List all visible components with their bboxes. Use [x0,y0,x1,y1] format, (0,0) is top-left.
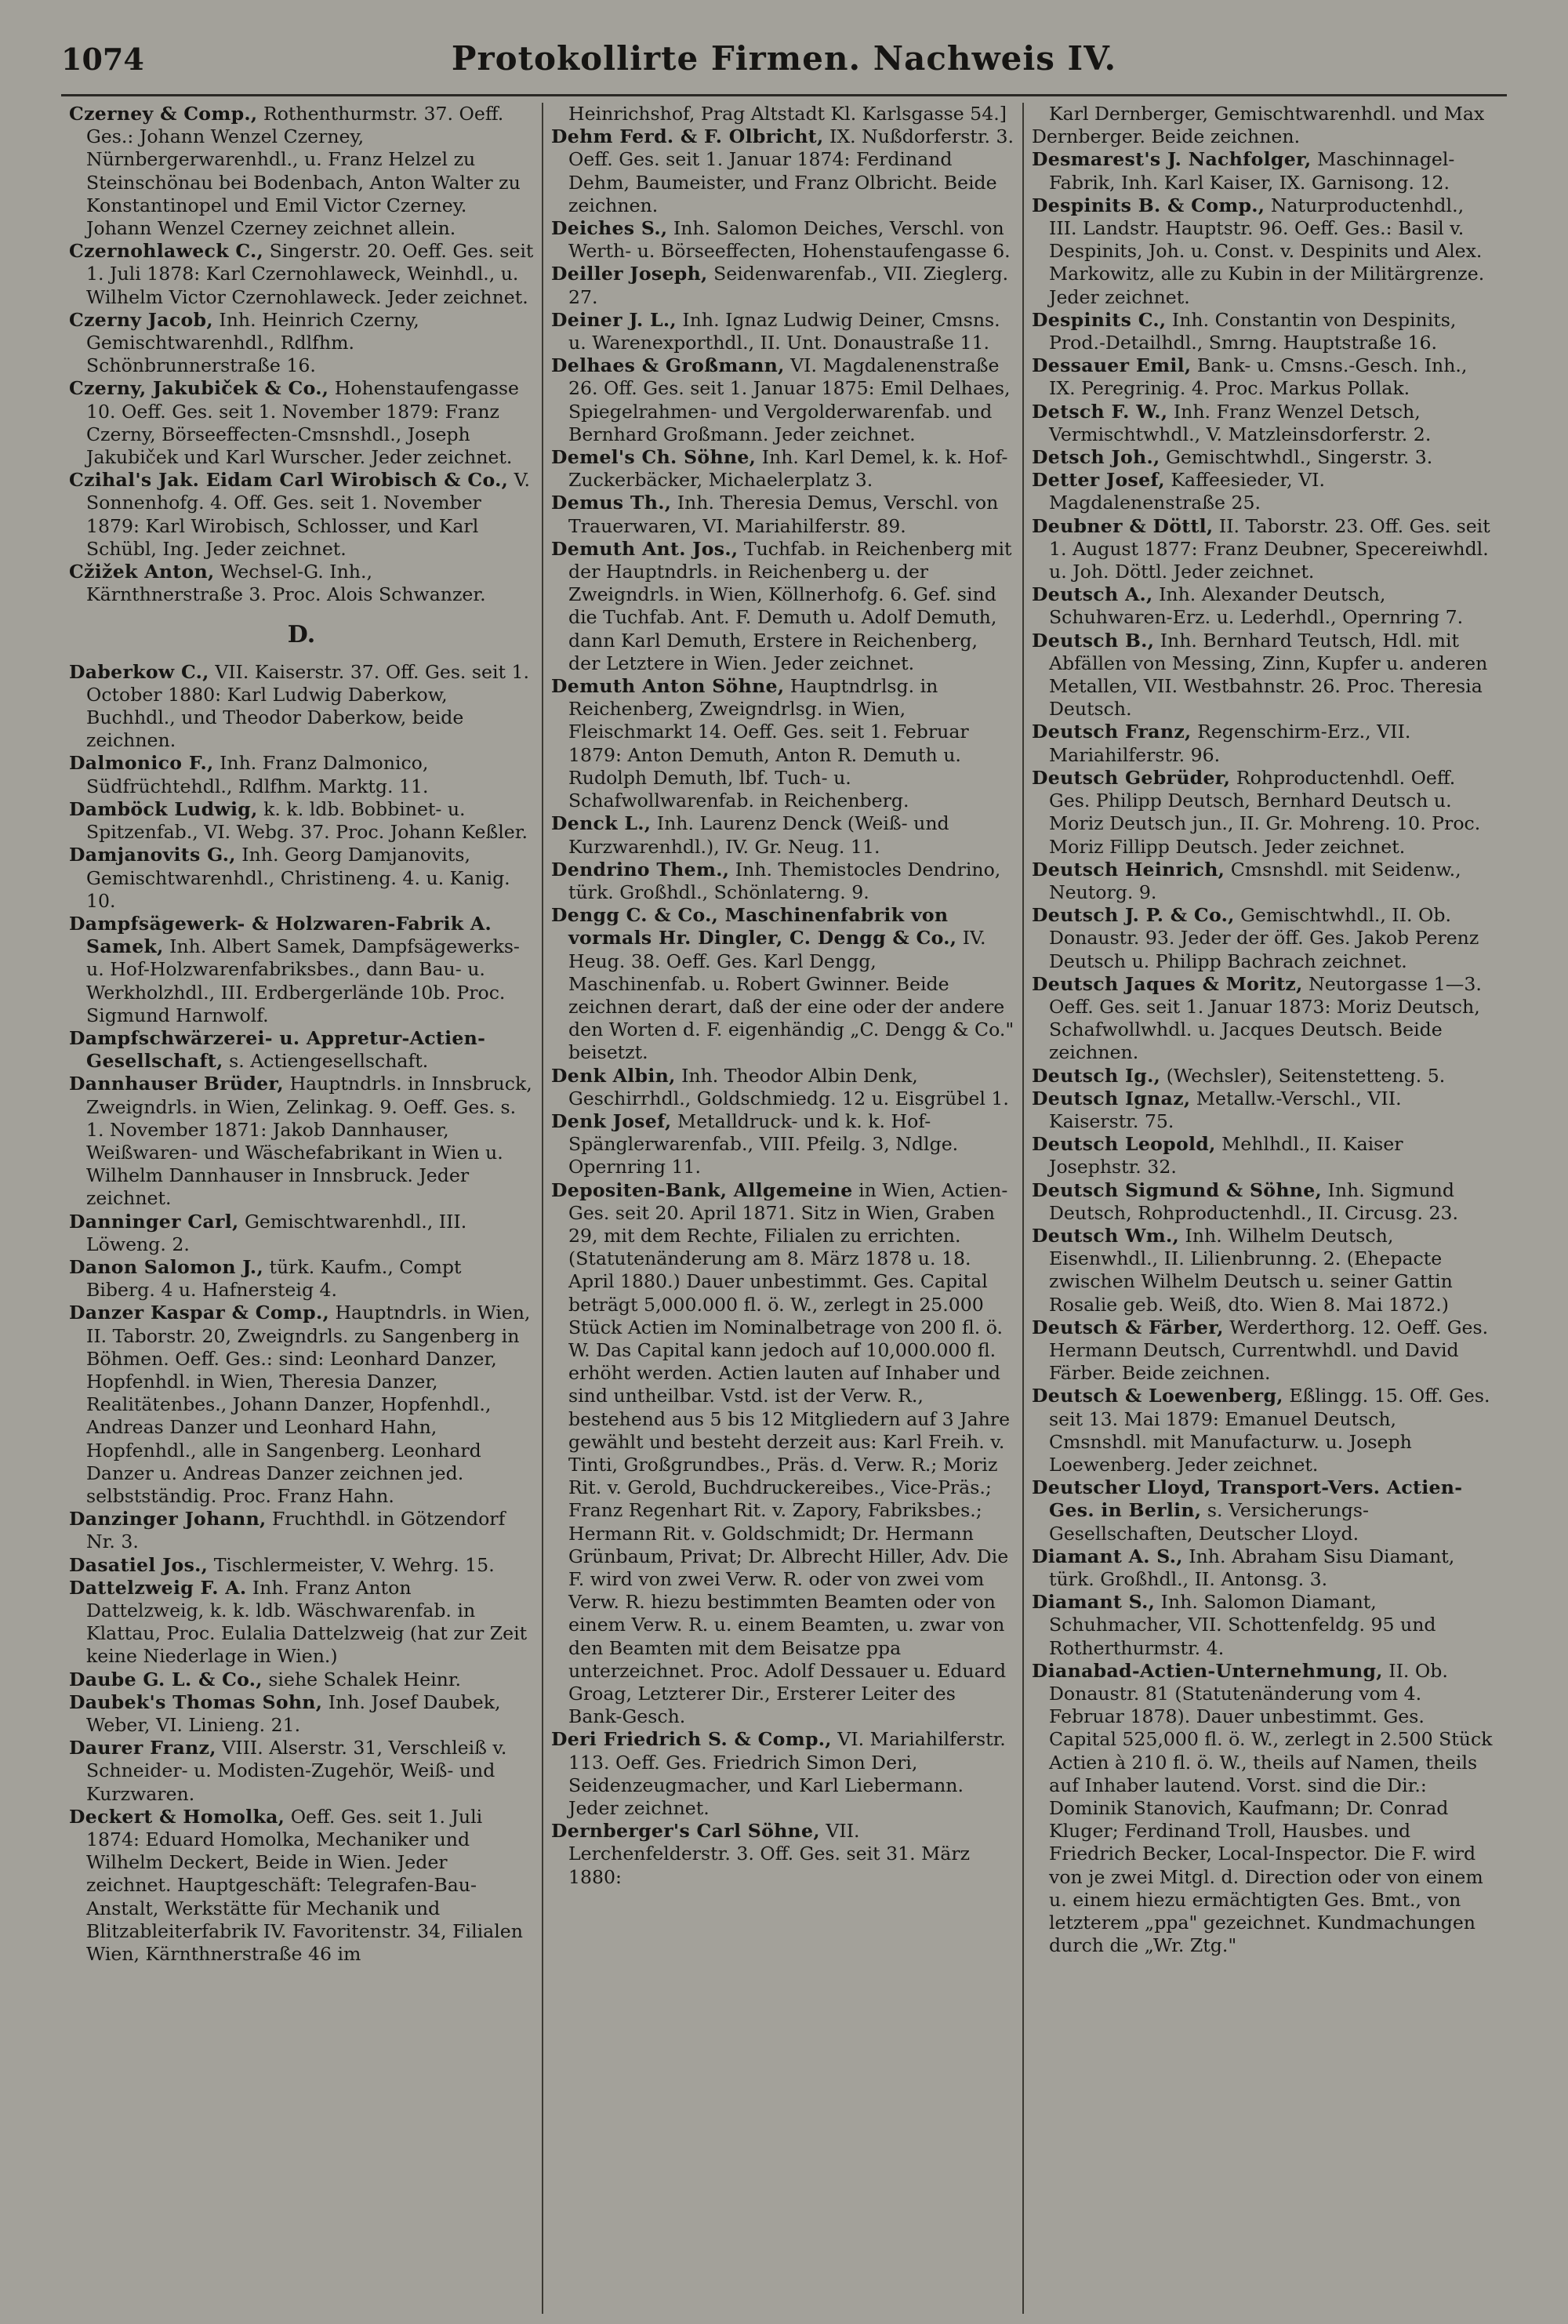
directory-entry [1032,1133,1495,1178]
directory-entry [1032,401,1495,446]
firm-details: Inh. Georg Damjanovits, Gemischtwarenhdl., Christineng. 4. u. Kanig. 10. [86,844,510,912]
page-header [61,39,1507,96]
firm-name: Deiner J. L., [551,308,677,331]
directory-entry [551,675,1014,812]
firm-details: Bank- u. Cmsns.-Gesch. Inh., IX. Peregrinig. 4. Proc. Markus Pollak. [1049,354,1468,400]
firm-details: Inh. Salomon Deiches, Verschl. von Werth- u. Börseeffecten, Hohenstaufengasse 6. [568,217,1011,263]
directory-entry [69,1737,534,1806]
firm-name: Deckert & Homolka, [69,1805,285,1828]
firm-name: Denk Josef, [551,1109,672,1132]
firm-details: VI. Magdalenenstraße 26. Off. Ges. seit 1. Januar 1875: Emil Delhaes, Spiegelrahmen- und Vergolderwarenfab. und Bernhard Großmann. Jeder zeichnet. [568,354,1011,445]
directory-entry [69,377,534,469]
firm-details: Inh. Theodor Albin Denk, Geschirrhdl., Goldschmiedg. 12 u. Eisgrübel 1. [568,1064,1009,1109]
firm-details: Inh. Heinrich Czerny, Gemischtwarenhdl., Rdlfhm. Schönbrunnerstraße 16. [86,308,419,377]
firm-name: Danzer Kaspar & Comp., [69,1302,329,1324]
directory-entry [69,844,534,913]
firm-details: Mehlhdl., II. Kaiser Josephstr. 32. [1049,1133,1403,1178]
directory-entry [1032,1545,1495,1591]
firm-name: Detter Josef, [1032,469,1165,492]
firm-name: Dengg C. & Co., Maschinenfabrik von vormals Hr. Dingler, C. Dengg & Co., [551,904,957,950]
directory-entry [1032,469,1495,514]
firm-details: Eßlingg. 15. Off. Ges. seit 13. Mai 1879: Emanuel Deutsch, Cmsnshdl. mit Manufacturw. u. Joseph Loewenberg. Jeder zeichnet. [1049,1385,1490,1476]
directory-entry [1032,194,1495,309]
firm-details: Inh. Josef Daubek, Weber, VI. Linieng. 21. [86,1690,501,1737]
directory-entry [551,1065,1014,1110]
firm-name: Deutsch Gebrüder, [1032,766,1231,789]
firm-details: Seidenwarenfab., VII. Zieglerg. 27. [568,263,1009,308]
firm-details: türk. Kaufm., Compt Biberg. 4 u. Hafnersteig 4. [86,1255,462,1302]
directory-entry [551,859,1014,904]
firm-details: Neutorgasse 1—3. Oeff. Ges. seit 1. Januar 1873: Moriz Deutsch, Schafwollwhdl. u. Jacques Deutsch. Beide zeichnen. [1049,972,1482,1064]
firm-details: Inh. Salomon Diamant, Schuhmacher, VII. Schottenfeldg. 95 und Rotherthurmstr. 4. [1049,1591,1436,1659]
firm-details: s. Versicherungs-Gesellschaften, Deutscher Lloyd. [1049,1499,1369,1545]
firm-name: Dendrino Them., [551,858,730,881]
firm-details: Hauptndrlsg. in Reichenberg, Zweigndrlsg. in Wien, Fleischmarkt 14. Oeff. Ges. seit 1. Februar 1879: Anton Demuth, Anton R. Demuth u. Rudolph Demuth, lbf. Tuch- u. Schafwollwarenfab. in Reichenberg. [568,675,969,812]
firm-details: IV. Heug. 38. Oeff. Ges. Karl Dengg, Maschinenfab. u. Robert Gwinner. Beide zeichnen derart, daß der eine oder der andere den Worten d. F. eigenhändig „C. Dengg & Co." beisetzt. [568,927,1014,1064]
firm-details: Wechsel-G. Inh., Kärnthnerstraße 3. Proc. Alois Schwanzer. [86,561,486,606]
firm-name: Denck L., [551,812,652,835]
firm-details: Heinrichshof, Prag Altstadt Kl. Karlsgasse 54.] [568,103,1007,125]
directory-entry [551,354,1014,446]
firm-name: Demuth Anton Söhne, [551,675,785,698]
firm-details: Inh. Theresia Demus, Verschl. von Trauerwaren, VI. Mariahilferstr. 89. [568,492,999,537]
firm-name: Dampfschwärzerei- u. Appretur-Actien-Gesellschaft, [69,1026,486,1073]
firm-name: Damjanovits G., [69,844,236,866]
firm-name: Dampfsägewerk- & Holzwaren-Fabrik A. Samek, [69,912,492,958]
firm-details: Oeff. Ges. seit 1. Juli 1874: Eduard Homolka, Mechaniker und Wilhelm Deckert, Beide in Wien. Jeder zeichnet. Hauptgeschäft: Telegrafen-Bau-Anstalt, Werkstätte für Mechanik und Blitzableiterfabrik IV. Favoritenstr. 34, Filialen Wien, Kärnthnerstraße 46 im [86,1805,523,1966]
firm-details: Hauptndrls. in Wien, II. Taborstr. 20, Zweigndrls. zu Sangenberg in Böhmen. Oeff. Ges.: sind: Leonhard Danzer, Hopfenhdl. in Wien, Theresia Danzer, Realitätenbes., Johann Danzer, Hopfenhdl., Andreas Danzer und Leonhard Hahn, Hopfenhdl., alle in Sangenberg. Leonhard Danzer u. Andreas Danzer zeichnen jed. selbstständig. Proc. Franz Hahn. [86,1302,531,1507]
firm-details: k. k. ldb. Bobbinet- u. Spitzenfab., VI. Webg. 37. Proc. Johann Keßler. [86,797,528,844]
firm-details: Maschinnagel-Fabrik, Inh. Karl Kaiser, IX. Garnisong. 12. [1049,148,1455,194]
firm-name: Denk Albin, [551,1064,676,1087]
directory-entry [69,1073,534,1210]
firm-name: Dessauer Emil, [1032,354,1192,377]
directory-entry [1032,973,1495,1065]
firm-name: Czerny, Jakubiček & Co., [69,377,329,400]
firm-details: siehe Schalek Heinr. [268,1668,462,1690]
directory-entry [1032,446,1495,469]
firm-name: Deutsch Sigmund & Söhne, [1032,1178,1323,1201]
firm-details: Werderthorg. 12. Oeff. Ges. Hermann Deutsch, Currentwhdl. und David Färber. Beide zeichnen. [1049,1316,1489,1385]
firm-details: Rohproductenhdl. Oeff. Ges. Philipp Deutsch, Bernhard Deutsch u. Moriz Deutsch jun., II. Gr. Mohreng. 10. Proc. Moriz Fillipp Deutsch. Jeder zeichnet. [1049,766,1481,858]
firm-details: Tuchfab. in Reichenberg mit der Hauptndrls. in Reichenberg u. der Zweigndrls. in Wien, Köllnerhofg. 6. Gef. sind die Tuchfab. Ant. F. Demuth u. Adolf Demuth, dann Karl Demuth, Erstere in Reichenberg, der Letztere in Wien. Jeder zeichnet. [568,537,1012,674]
firm-name: Demuth Ant. Jos., [551,537,739,560]
firm-details: Cmsnshdl. mit Seidenw., Neutorg. 9. [1049,858,1461,903]
firm-name: Desmarest's J. Nachfolger, [1032,148,1312,171]
firm-details: IX. Nußdorferstr. 3. Oeff. Ges. seit 1. Januar 1874: Ferdinand Dehm, Baumeister, und Franz Olbricht. Beide zeichnen. [568,125,1014,216]
directory-entry [69,309,534,378]
firm-name: Despinits B. & Comp., [1032,194,1265,216]
section-letter: D. [287,621,316,649]
directory-entry [1032,1225,1495,1316]
directory-entry [1032,148,1495,194]
directory-entry [69,1669,534,1691]
firm-name: Deiches S., [551,217,668,240]
page-title: Protokollirte Firmen. Nachweis IV. [451,39,1117,78]
firm-details: Inh. Constantin von Despinits, Prod.-Detailhdl., Smrng. Hauptstraße 16. [1049,308,1457,354]
firm-details: VIII. Alserstr. 31, Verschleiß v. Schneider- u. Modisten-Zugehör, Weiß- und Kurzwaren. [86,1737,507,1805]
directory-entry [551,263,1014,308]
firm-details: Inh. Laurenz Denck (Weiß- und Kurzwarenhdl.), IV. Gr. Neug. 11. [568,812,949,858]
directory-entry [69,1027,534,1073]
firm-name: Deubner & Döttl, [1032,514,1214,537]
firm-details: II. Taborstr. 23. Off. Ges. seit 1. August 1877: Franz Deubner, Specereiwhdl. u. Joh. Döttl. Jeder zeichnet. [1049,514,1490,583]
firm-name: Dasatiel Jos., [69,1553,209,1576]
directory-entry [1032,309,1495,354]
firm-name: Cžižek Anton, [69,561,215,583]
directory-entry [551,538,1014,675]
firm-name: Dannhauser Brüder, [69,1073,284,1095]
directory-entry [551,217,1014,263]
directory-entry [69,1211,534,1256]
directory-entry [1032,1660,1495,1958]
firm-name: Daubek's Thomas Sohn, [69,1690,323,1713]
firm-details: Inh. Franz Wenzel Detsch, Vermischtwhdl., V. Matzleinsdorferstr. 2. [1049,400,1432,445]
firm-details: Hohenstaufengasse 10. Oeff. Ges. seit 1. November 1879: Franz Czerny, Börseeffecten-Cmsnshdl., Joseph Jakubiček und Karl Wurscher. Jeder zeichnet. [86,377,519,469]
firm-name: Deutsch A., [1032,583,1153,606]
firm-name: Deutsch Jaques & Moritz, [1032,972,1303,995]
firm-details: Karl Dernberger, Gemischtwarenhdl. und Max Dernberger. Beide zeichnen. [1032,103,1485,148]
firm-name: Deutsch B., [1032,629,1155,652]
directory-entry [551,1110,1014,1179]
firm-details: Tischlermeister, V. Wehrg. 15. [213,1553,495,1576]
firm-name: Deutsch Wm., [1032,1224,1180,1247]
directory-entry [1032,904,1495,973]
firm-name: Dianabad-Actien-Unternehmung, [1032,1659,1383,1682]
directory-entry [1032,1476,1495,1545]
firm-details: Inh. Wilhelm Deutsch, Eisenwhdl., II. Lilienbrunng. 2. (Ehepacte zwischen Wilhelm Deutsch u. seiner Gattin Rosalie geb. Weiß, dto. Wien 8. Mai 1872.) [1049,1224,1453,1316]
firm-details: in Wien, Actien-Ges. seit 20. April 1871. Sitz in Wien, Graben 29, mit dem Rechte, Filialen zu errichten. (Statutenänderung am 8. März 1878 u. 18. April 1880.) Dauer unbestimmt. Ges. Capital beträgt 5,000.000 fl. ö. W., zerlegt in 25.000 Stück Actien im Nominalbetrage von 200 fl. ö. W. Das Capital kann jedoch auf 10,000.000 fl. erhöht werden. Actien lauten auf Inhaber und sind untheilbar. Vstd. ist der Verw. R., bestehend aus 5 bis 12 Mitgliedern auf 3 Jahre gewählt und besteht derzeit aus: Karl Freih. v. Tinti, Großgrundbes., Präs. d. Verw. R.; Moriz Rit. v. Gerold, Buchdruckereibes., Vice-Präs.; Franz Regenhart Rit. v. Zapory, Fabriksbes.; Hermann Rit. v. Goldschmidt; Dr. Hermann Grünbaum, Privat; Dr. Albrecht Hiller, Adv. Die F. wird von zwei Verw. R. oder von zwei vom Verw. R. hiezu bestimmten Beamten oder von einem Verw. R. u. einem Beamten, u. zwar von den Beamten mit dem Beisatze ppa unterzeichnet. Proc. Adolf Dessauer u. Eduard Groag, Letzterer Dir., Ersterer Leiter des Bank-Gesch. [568,1178,1011,1728]
firm-details: Metallw.-Verschl., VII. Kaiserstr. 75. [1049,1087,1402,1132]
firm-name: Deutsch Ig., [1032,1064,1161,1087]
directory-entry [1032,767,1495,859]
firm-details: Kaffeesieder, VI. Magdalenenstraße 25. [1049,469,1325,514]
directory-entry [1032,1088,1495,1133]
directory-entry [551,812,1014,858]
firm-details: Inh. Franz Anton Dattelzweig, k. k. ldb. Wäschwarenfab. in Klattau, Proc. Eulalia Dattelzweig (hat zur Zeit keine Niederlage in Wien.) [86,1576,528,1668]
page-number: 1074 [61,42,144,77]
directory-entry [1032,1179,1495,1225]
firm-name: Despinits C., [1032,308,1167,331]
directory-entry [551,103,1014,125]
firm-name: Dehm Ferd. & F. Olbricht, [551,125,824,148]
directory-entry [1032,354,1495,400]
firm-name: Dattelzweig F. A. [69,1576,247,1599]
firm-name: Deutsch & Loewenberg, [1032,1385,1283,1407]
directory-entry [551,446,1014,492]
directory-entry [551,309,1014,354]
firm-details: Hauptndrls. in Innsbruck, Zweigndrls. in Wien, Zelinkag. 9. Oeff. Ges. s. 1. November 1871: Jakob Dannhauser, Weißwaren- und Wäschefabrikant in Wien u. Wilhelm Dannhauser in Innsbruck. Jeder zeichnet. [86,1073,532,1210]
directory-entry [69,913,534,1027]
firm-name: Diamant A. S., [1032,1545,1183,1567]
firm-name: Demel's Ch. Söhne, [551,446,757,469]
column-right [1022,103,1503,2314]
firm-details: VII. Lerchenfelderstr. 3. Off. Ges. seit 31. März 1880: [568,1820,971,1888]
firm-details: Singerstr. 20. Oeff. Ges. seit 1. Juli 1878: Karl Czernohlaweck, Weinhdl., u. Wilhelm Victor Czernohlaweck. Jeder zeichnet. [86,240,534,308]
directory-entry [69,469,534,561]
firm-name: Detsch F. W., [1032,400,1168,423]
firm-name: Delhaes & Großmann, [551,354,785,377]
directory-entry [1032,721,1495,766]
directory-entry [69,752,534,797]
directory-entry [1032,103,1495,148]
firm-details: Inh. Bernhard Teutsch, Hdl. mit Abfällen von Messing, Zinn, Kupfer u. anderen Metallen, VII. Westbahnstr. 26. Proc. Theresia Deutsch. [1049,629,1488,721]
directory-columns [61,103,1507,2314]
directory-entry [551,1820,1014,1889]
firm-details: Gemischtwhdl., II. Ob. Donaustr. 93. Jeder der öff. Ges. Jakob Perenz Deutsch u. Philipp Bachrach zeichnet. [1049,904,1479,972]
directory-entry [551,904,1014,1064]
firm-name: Damböck Ludwig, [69,797,258,820]
firm-details: Gemischtwarenhdl., III. Löweng. 2. [86,1210,467,1255]
firm-details: Gemischtwhdl., Singerstr. 3. [1165,446,1433,469]
firm-name: Czerney & Comp., [69,103,258,125]
directory-entry [1032,515,1495,584]
directory-entry [1032,583,1495,629]
firm-name: Czihal's Jak. Eidam Carl Wirobisch & Co., [69,469,509,492]
firm-name: Dalmonico F., [69,752,214,775]
firm-details: Metalldruck- und k. k. Hof-Spänglerwarenfab., VIII. Pfeilg. 3, Ndlge. Opernring 11. [568,1109,959,1178]
firm-details: Inh. Franz Dalmonico, Südfrüchtehdl., Rdlfhm. Marktg. 11. [86,752,429,797]
firm-details: Rothenthurmstr. 37. Oeff. Ges.: Johann Wenzel Czerney, Nürnbergerwarenhdl., u. Franz Helzel zu Steinschönau bei Bodenbach, Anton Walter zu Konstantinopel und Emil Victor Czerney. Johann Wenzel Czerney zeichnet allein. [86,103,521,240]
firm-name: Deutsch Heinrich, [1032,858,1225,881]
directory-entry [69,103,534,240]
firm-name: Czerny Jacob, [69,308,213,331]
firm-name: Deutsch J. P. & Co., [1032,904,1235,927]
directory-entry [1032,1316,1495,1385]
firm-name: Deutsch Ignaz, [1032,1087,1191,1109]
firm-details: VI. Mariahilferstr. 113. Oeff. Ges. Friedrich Simon Deri, Seidenzeugmacher, und Karl Liebermann. Jeder zeichnet. [568,1728,1006,1820]
firm-name: Danninger Carl, [69,1210,239,1233]
firm-name: Danon Salomon J., [69,1255,263,1278]
directory-entry [69,1302,534,1508]
firm-name: Diamant S., [1032,1591,1156,1614]
firm-name: Deiller Joseph, [551,263,708,285]
firm-details: Inh. Abraham Sisu Diamant, türk. Großhdl., II. Antonsg. 3. [1049,1545,1455,1590]
directory-entry [1032,1591,1495,1660]
firm-details: II. Ob. Donaustr. 81 (Statutenänderung vom 4. Februar 1878). Dauer unbestimmt. Ges. Capital 525,000 fl. ö. W., zerlegt in 2.500 Stück Actien à 210 fl. ö. W., theils auf Namen, theils auf Inhaber lautend. Vorst. sind die Dir.: Dominik Stanovich, Kaufmann; Dr. Conrad Kluger; Ferdinand Troll, Hausbes. und Friedrich Becker, Local-Inspector. Die F. wird von je zwei Mitgl. d. Direction oder von einem u. einem hiezu ermächtigten Ges. Bmt., von letzterem „ppa" gezeichnet. Kundmachungen durch die „Wr. Ztg." [1049,1659,1493,1957]
firm-details: Inh. Themistocles Dendrino, türk. Großhdl., Schönlaterng. 9. [568,858,1001,903]
column-middle [542,103,1022,2314]
firm-name: Deutscher Lloyd, Transport-Vers. Actien-Ges. in Berlin, [1032,1476,1463,1522]
firm-details: Inh. Karl Demel, k. k. Hof-Zuckerbäcker, Michaelerplatz 3. [568,446,1008,492]
firm-details: Fruchthdl. in Götzendorf Nr. 3. [86,1508,506,1553]
directory-entry [1032,859,1495,904]
directory-entry [69,561,534,606]
directory-entry [69,1577,534,1669]
firm-name: Deutsch & Färber, [1032,1316,1224,1338]
directory-entry [551,125,1014,217]
firm-name: Deutsch Franz, [1032,721,1192,743]
firm-name: Detsch Joh., [1032,446,1160,469]
firm-name: Czernohlaweck C., [69,240,264,263]
firm-details: (Wechsler), Seitenstetteng. 5. [1166,1064,1446,1087]
firm-name: Danzinger Johann, [69,1508,267,1531]
directory-entry [69,1554,534,1577]
directory-entry [69,1256,534,1302]
directory-entry [69,661,534,753]
firm-details: Inh. Alexander Deutsch, Schuhwaren-Erz. u. Lederhdl., Opernring 7. [1049,583,1464,629]
directory-entry [69,1508,534,1553]
firm-details: Regenschirm-Erz., VII. Mariahilferstr. 96. [1049,721,1411,766]
directory-entry [1032,630,1495,721]
firm-details: V. Sonnenhofg. 4. Off. Ges. seit 1. November 1879: Karl Wirobisch, Schlosser, und Karl Schübl, Ing. Jeder zeichnet. [86,469,531,560]
directory-entry [69,1806,534,1966]
directory-entry [551,1179,1014,1729]
directory-entry [69,1691,534,1737]
firm-details: s. Actiengesellschaft. [229,1050,429,1073]
firm-details: VII. Kaiserstr. 37. Off. Ges. seit 1. October 1880: Karl Ludwig Daberkow, Buchhdl., und Theodor Daberkow, beide zeichnen. [86,660,530,752]
firm-details: Naturproductenhdl., III. Landstr. Hauptstr. 96. Oeff. Ges.: Basil v. Despinits, Joh. u. Const. v. Despinits und Alex. Markowitz, alle zu Kubin in der Militärgrenze. Jeder zeichnet. [1049,194,1485,308]
directory-entry [69,798,534,844]
column-left [61,103,542,2314]
firm-details: Inh. Ignaz Ludwig Deiner, Cmsns. u. Warenexporthdl., II. Unt. Donaustraße 11. [568,308,1000,354]
firm-name: Dernberger's Carl Söhne, [551,1820,820,1843]
firm-name: Daurer Franz, [69,1737,216,1759]
firm-details: Inh. Sigmund Deutsch, Rohproductenhdl., II. Circusg. 23. [1049,1178,1458,1224]
directory-entry [551,492,1014,537]
firm-name: Deutsch Leopold, [1032,1133,1216,1156]
firm-name: Depositen-Bank, Allgemeine [551,1178,853,1201]
directory-entry [1032,1385,1495,1476]
firm-name: Daberkow C., [69,660,209,683]
directory-entry [551,1728,1014,1820]
firm-name: Deri Friedrich S. & Comp., [551,1728,832,1751]
firm-name: Daube G. L. & Co., [69,1668,263,1690]
firm-name: Demus Th., [551,492,672,514]
firm-details: Inh. Albert Samek, Dampfsägewerks- u. Hof-Holzwarenfabriksbes., dann Bau- u. Werkholzhdl., III. Erdbergerlände 10b. Proc. Sigmund Harnwolf. [86,935,520,1026]
directory-entry [1032,1065,1495,1088]
directory-entry [69,240,534,309]
